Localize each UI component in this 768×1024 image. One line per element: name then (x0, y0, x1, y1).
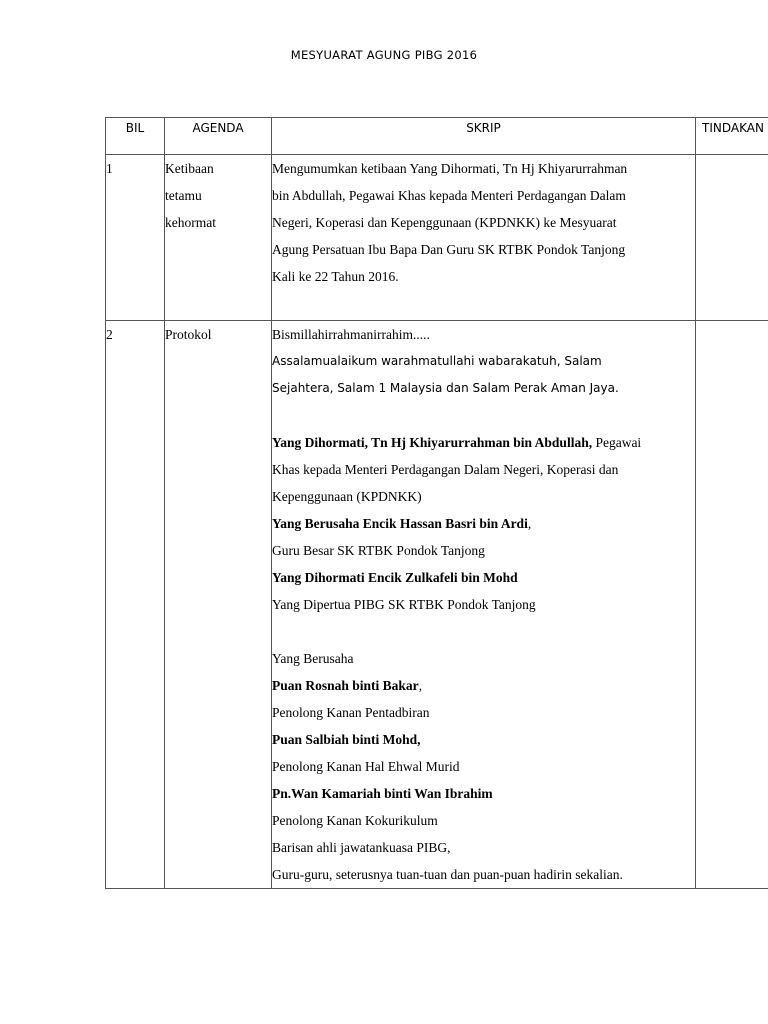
guest-line: Yang Berusaha Encik Hassan Basri bin Ardi, (272, 516, 532, 531)
agenda-line: Ketibaan (165, 161, 214, 176)
agenda-line: kehormat (165, 215, 216, 230)
cell-bil: 2 (106, 321, 165, 889)
guest-name: Yang Dihormati, Tn Hj Khiyarurrahman bin Abdullah, (272, 435, 593, 450)
cell-tindakan (696, 321, 768, 889)
guest-name: Puan Rosnah binti Bakar (272, 678, 419, 693)
skrip-line: Kali ke 22 Tahun 2016. (272, 269, 399, 284)
guest-title: Yang Dipertua PIBG SK RTBK Pondok Tanjong (272, 597, 536, 612)
header-skrip: SKRIP (272, 118, 696, 155)
audience-line: Guru-guru, seterusnya tuan-tuan dan puan-puan hadirin sekalian. (272, 867, 623, 882)
cell-agenda: Protokol (165, 321, 272, 889)
guest-line (272, 780, 695, 807)
guest-name: Yang Berusaha Encik Hassan Basri bin Ardi (272, 516, 528, 531)
skrip-line: Negeri, Koperasi dan Kepenggunaan (KPDNKK) ke Mesyuarat (272, 215, 617, 230)
guest-line: Puan Rosnah binti Bakar, (272, 678, 423, 693)
skrip-line: Agung Persatuan Ibu Bapa Dan Guru SK RTBK Pondok Tanjong (272, 242, 626, 257)
committee-line: Barisan ahli jawatankuasa PIBG, (272, 840, 451, 855)
skrip-line: bin Abdullah, Pegawai Khas kepada Menteri Perdagangan Dalam (272, 188, 626, 203)
guest-title: Penolong Kanan Kokurikulum (272, 813, 438, 828)
cell-bil: 1 (106, 155, 165, 321)
guest-title: Guru Besar SK RTBK Pondok Tanjong (272, 543, 485, 558)
header-bil: BIL (106, 118, 165, 155)
table-row (106, 321, 768, 889)
guest-line (272, 564, 695, 591)
guest-name: Yang Dihormati Encik Zulkafeli bin Mohd (272, 570, 518, 585)
cell-skrip (272, 321, 696, 889)
page-title: MESYUARAT AGUNG PIBG 2016 (290, 48, 478, 62)
guest-line (272, 726, 695, 753)
guest-title: Khas kepada Menteri Perdagangan Dalam Negeri, Koperasi dan (272, 462, 619, 477)
guest-title: Penolong Kanan Hal Ehwal Murid (272, 759, 460, 774)
agenda-line: tetamu (165, 188, 202, 203)
guest-line: Yang Dihormati, Tn Hj Khiyarurrahman bin Abdullah, Pegawai (272, 435, 642, 450)
skrip-line: Mengumumkan ketibaan Yang Dihormati, Tn Hj Khiyarurrahman (272, 161, 628, 176)
guest-name: Puan Salbiah binti Mohd, (272, 732, 421, 747)
bismillah-line: Bismillahirrahmanirrahim..... (272, 327, 430, 342)
guest-title: Penolong Kanan Pentadbiran (272, 705, 430, 720)
agenda-table (105, 117, 768, 889)
header-agenda: AGENDA (165, 118, 272, 155)
cell-agenda (165, 155, 272, 321)
salam-line: Assalamualaikum warahmatullahi wabarakatuh, Salam (272, 354, 602, 368)
table-row (106, 155, 768, 321)
guest-title: Kepenggunaan (KPDNKK) (272, 489, 422, 504)
cell-skrip (272, 155, 696, 321)
header-tindakan: TINDAKAN (696, 118, 768, 155)
guest-name: Pn.Wan Kamariah binti Wan Ibrahim (272, 786, 493, 801)
cell-tindakan (696, 155, 768, 321)
guest-intro: Yang Berusaha (272, 651, 354, 666)
salam-line: Sejahtera, Salam 1 Malaysia dan Salam Perak Aman Jaya. (272, 381, 619, 395)
table-header-row (106, 118, 768, 155)
